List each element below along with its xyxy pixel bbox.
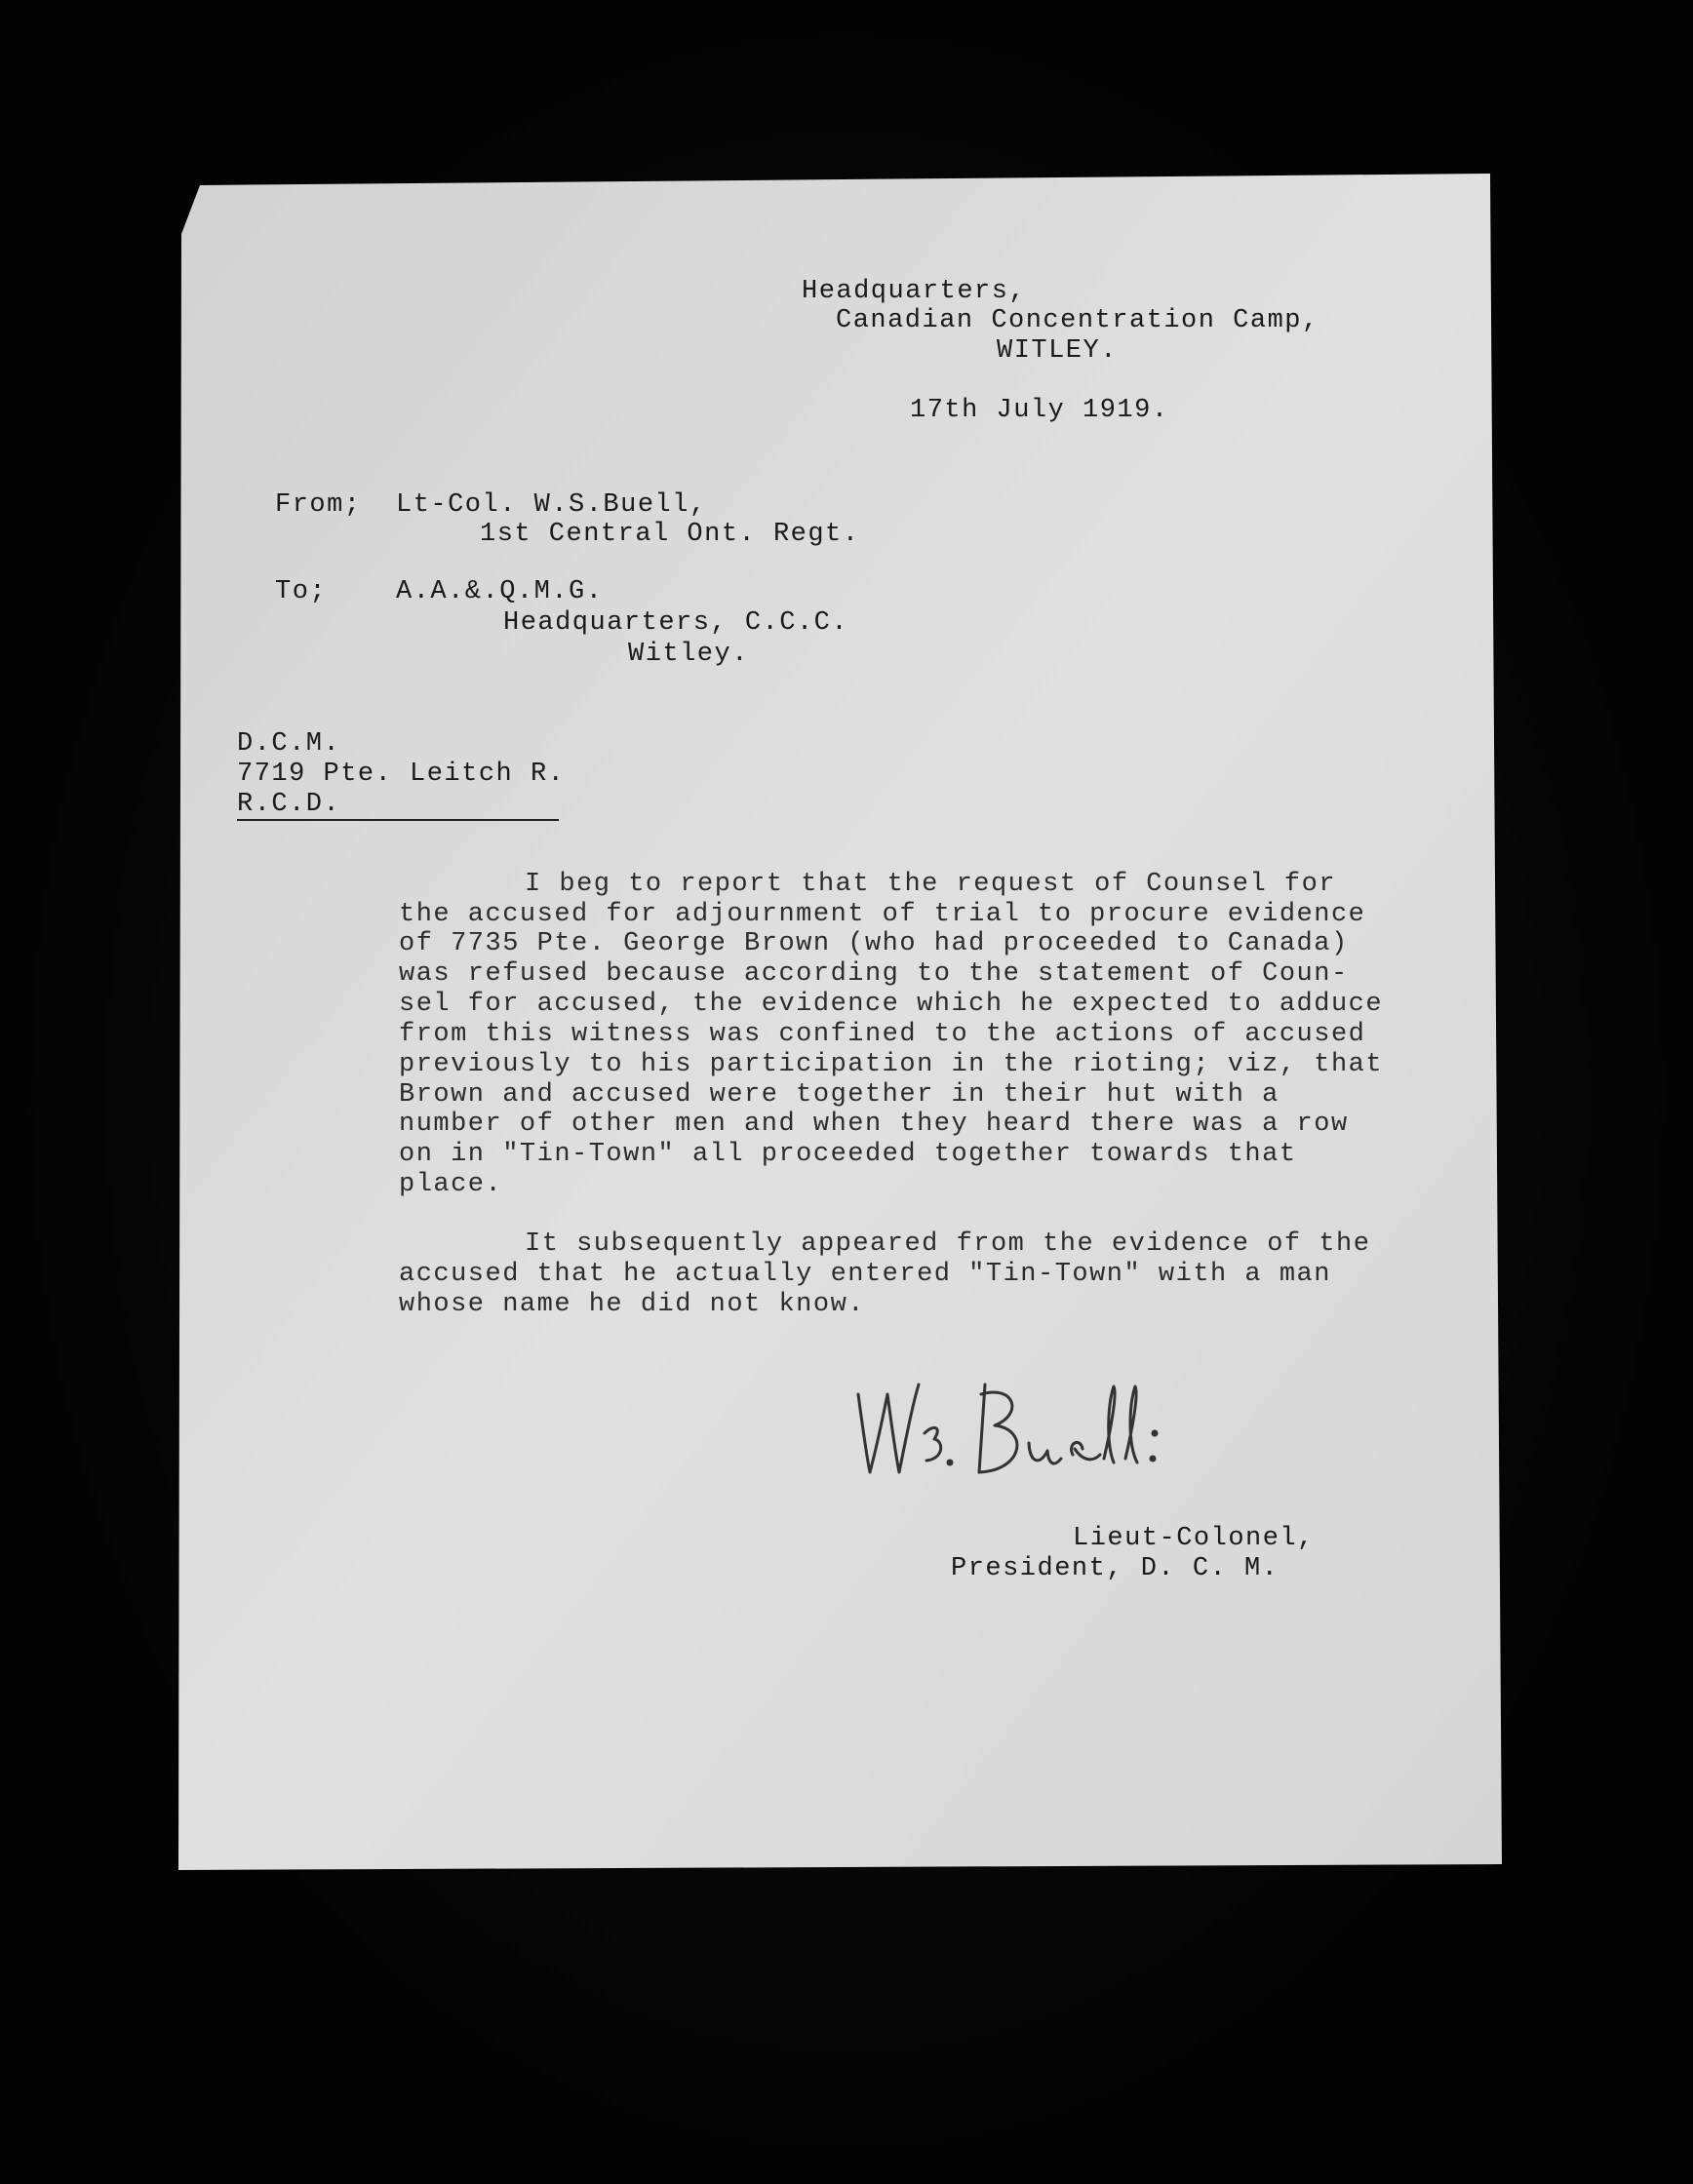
letterhead-line-3: WITLEY. [997,336,1118,366]
from-label: From; [275,490,362,520]
body-para2-line: It subsequently appeared from the evidence of the [525,1229,1371,1259]
signature-title-2: President, D. C. M. [951,1554,1280,1583]
letter-date: 17th July 1919. [910,396,1169,425]
signature-title-1: Lieut-Colonel, [1073,1524,1315,1553]
to-line-1: A.A.&.Q.M.G. [396,577,604,606]
body-para1-line: I beg to report that the request of Counsel for [525,870,1337,899]
body-para1-line: previously to his participation in the rioting; viz, that [399,1050,1384,1079]
body-para1-line: on in "Tin-Town" all proceeded together towards that [399,1140,1297,1169]
body-para1-line: place. [399,1170,503,1199]
body-para1-line: the accused for adjournment of trial to procure evidence [399,900,1366,929]
subject-line-1: D.C.M. [237,729,341,759]
body-para1-line: sel for accused, the evidence which he expected to adduce [399,990,1384,1019]
letterhead-line-2: Canadian Concentration Camp, [836,306,1319,335]
from-line-1: Lt-Col. W.S.Buell, [396,490,707,520]
body-para1-line: from this witness was confined to the actions of accused [399,1020,1366,1049]
body-para2-line: accused that he actually entered "Tin-Town" with a man [399,1260,1331,1289]
to-line-3: Witley. [628,640,749,669]
body-para2-line: whose name he did not know. [399,1290,865,1319]
to-label: To; [275,577,328,606]
letterhead-line-1: Headquarters, [802,277,1027,306]
body-para1-line: was refused because according to the statement of Coun- [399,959,1349,989]
subject-line-3: R.C.D. [237,790,341,819]
to-line-2: Headquarters, C.C.C. [503,608,849,638]
from-line-2: 1st Central Ont. Regt. [480,520,860,549]
subject-line-2: 7719 Pte. Leitch R. [237,760,566,789]
body-para1-line: number of other men and when they heard there was a row [399,1110,1349,1139]
subject-underline [237,819,559,821]
body-para1-line: Brown and accused were together in their hut with a [399,1080,1280,1110]
handwritten-signature [848,1365,1180,1502]
body-para1-line: of 7735 Pte. George Brown (who had proceeded to Canada) [399,929,1349,958]
